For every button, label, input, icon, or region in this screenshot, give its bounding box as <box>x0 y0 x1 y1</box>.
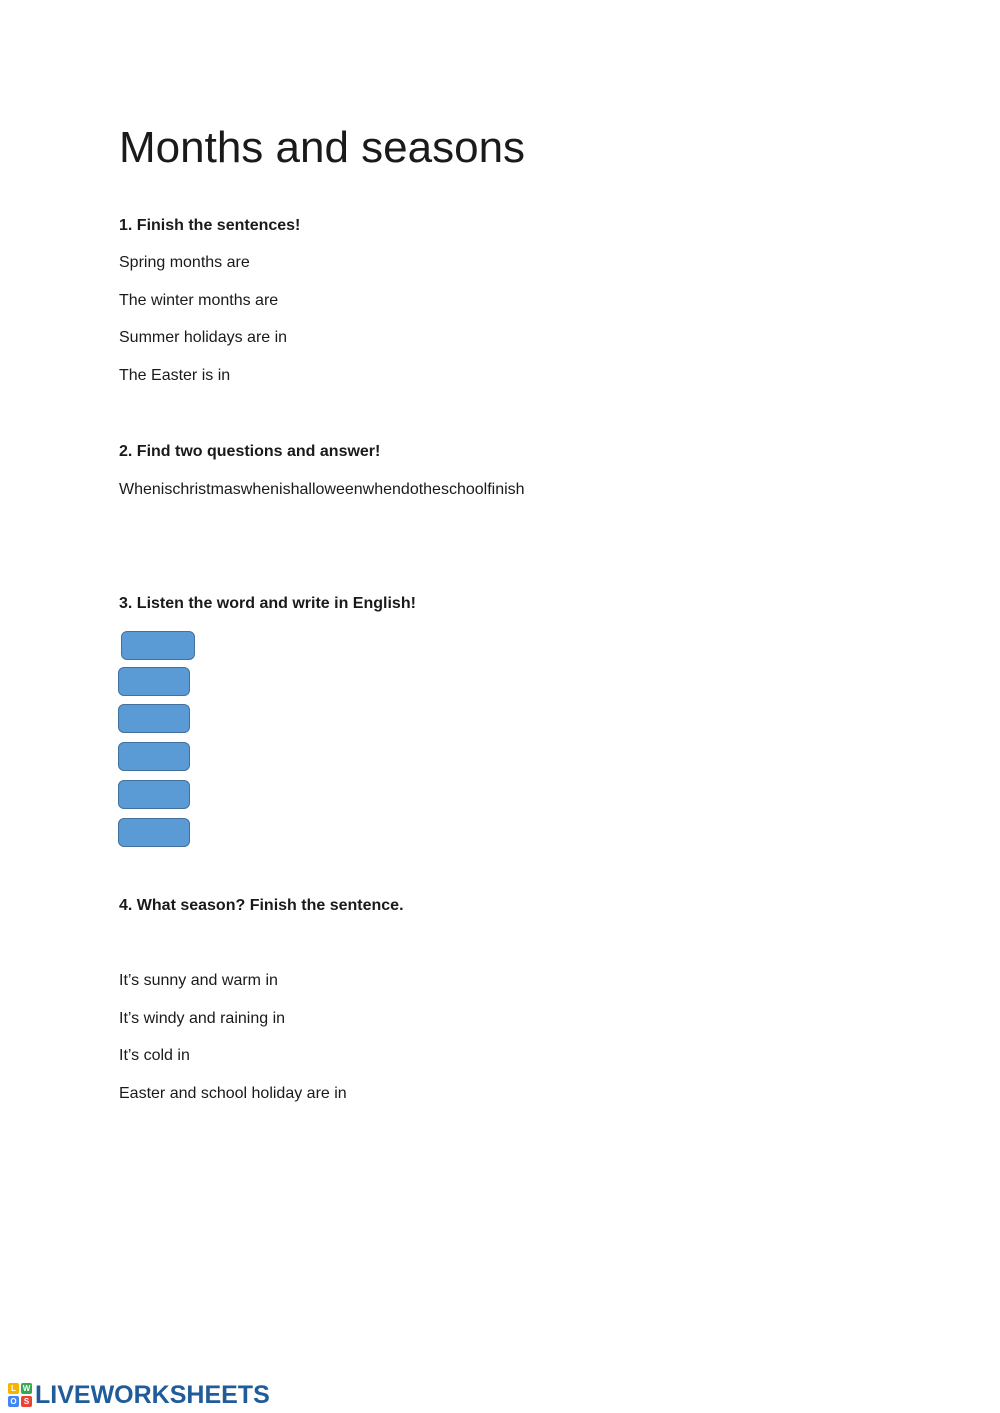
audio-button-6[interactable] <box>118 818 190 847</box>
logo-mark-tile-1: L <box>8 1383 19 1394</box>
logo-text: LIVEWORKSHEETS <box>35 1381 270 1409</box>
audio-button-4[interactable] <box>118 742 190 771</box>
audio-button-3[interactable] <box>118 704 190 733</box>
section-4-line-1: It’s sunny and warm in <box>119 972 278 989</box>
section-1-heading: 1. Finish the sentences! <box>119 217 301 234</box>
section-1-line-1: Spring months are <box>119 254 250 271</box>
section-3-heading: 3. Listen the word and write in English! <box>119 595 416 612</box>
section-2-heading: 2. Find two questions and answer! <box>119 443 381 460</box>
page-title: Months and seasons <box>119 123 526 172</box>
logo-mark-tile-4: S <box>21 1396 32 1407</box>
logo-mark-tile-2: W <box>22 1384 31 1393</box>
section-1-line-3: Summer holidays are in <box>119 329 288 346</box>
logo-mark-icon <box>8 1383 32 1407</box>
section-1-line-2: The winter months are <box>119 292 279 309</box>
section-4-line-3: It’s cold in <box>119 1047 190 1064</box>
audio-button-5[interactable] <box>118 780 190 809</box>
section-4-line-2: It’s windy and raining in <box>119 1010 286 1027</box>
word-puzzle: Whenischristmaswhenishalloweenwhendotheschoolfinish <box>119 481 525 498</box>
liveworksheets-logo <box>8 1382 270 1408</box>
logo-mark-tile-3: O <box>8 1396 19 1407</box>
section-4-heading: 4. What season? Finish the sentence. <box>119 897 404 914</box>
section-4-line-4: Easter and school holiday are in <box>119 1085 347 1102</box>
audio-button-2[interactable] <box>118 667 190 696</box>
audio-button-1[interactable] <box>121 631 195 660</box>
section-1-line-4: The Easter is in <box>119 367 231 384</box>
